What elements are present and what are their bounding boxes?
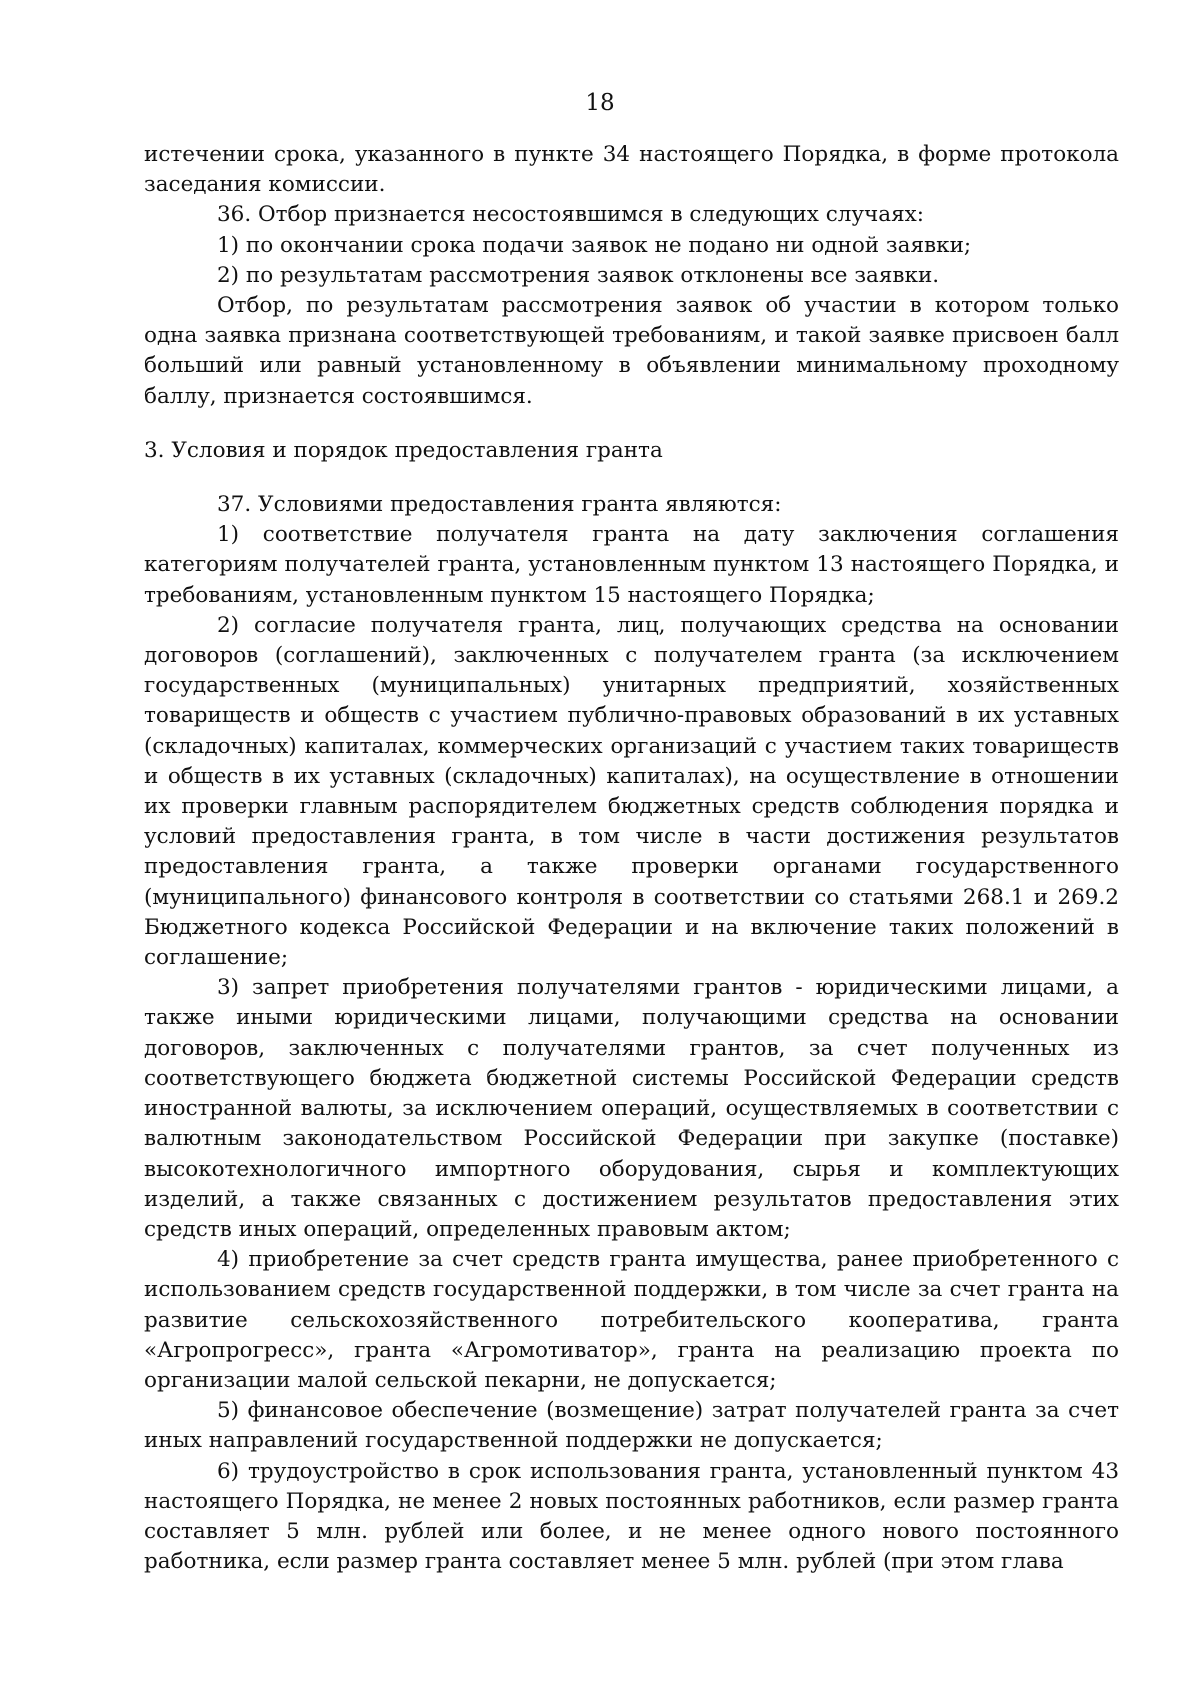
paragraph-36-item-2: 2) по результатам рассмотрения заявок отклонены все заявки. bbox=[217, 262, 940, 288]
paragraph-37: 37. Условиями предоставления гранта являются: bbox=[217, 492, 782, 518]
document-body bbox=[144, 140, 1119, 1577]
paragraph-37-item-4: 4) приобретение за счет средств гранта имущества, ранее приобретенного с использованием средств государственной поддержки, в том числе за счет гранта на развитие сельскохозяйственного потребительского кооператива, гранта «Агропрогресс», гранта «Агромотиватор», гранта на реализацию проекта по организации малой сельской пекарни, не допускается; bbox=[144, 1247, 1119, 1393]
page-number: 18 bbox=[585, 90, 615, 116]
paragraph-37-item-3: 3) запрет приобретения получателями грантов - юридическими лицами, а также иными юридическими лицами, получающими средства на основании договоров, заключенных с получателями грантов, за счет полученных из соответствующего бюджета бюджетной системы Российской Федерации средств иностранной валюты, за исключением операций, осуществляемых в соответствии с валютным законодательством Российской Федерации при закупке (поставке) высокотехнологичного импортного оборудования, сырья и комплектующих изделий, а также связанных с достижением результатов предоставления этих средств иных операций, определенных правовым актом; bbox=[144, 975, 1119, 1242]
paragraph-37-item-5: 5) финансовое обеспечение (возмещение) затрат получателей гранта за счет иных направлений государственной поддержки не допускается; bbox=[144, 1398, 1119, 1454]
paragraph-37-item-1: 1) соответствие получателя гранта на дату заключения соглашения категориям получателей гранта, установленным пунктом 13 настоящего Порядка, и требованиям, установленным пунктом 15 настоящего Порядка; bbox=[144, 522, 1119, 608]
paragraph-37-item-2: 2) согласие получателя гранта, лиц, получающих средства на основании договоров (соглашений), заключенных с получателем гранта (за исключением государственных (муниципальных) унитарных предприятий, хозяйственных товариществ и обществ с участием публично-правовых образований в их уставных (складочных) капиталах, коммерческих организаций с участием таких товариществ и обществ в их уставных (складочных) капиталах), на осуществление в отношении их проверки главным распорядителем бюджетных средств соблюдения порядка и условий предоставления гранта, в том числе в части достижения результатов предоставления гранта, а также проверки органами государственного (муниципального) финансового контроля в соответствии со статьями 268.1 и 269.2 Бюджетного кодекса Российской Федерации и на включение таких положений в соглашение; bbox=[144, 612, 1119, 971]
paragraph-36-item-1: 1) по окончании срока подачи заявок не подано ни одной заявки; bbox=[217, 232, 972, 258]
paragraph-36-note: Отбор, по результатам рассмотрения заявок об участии в котором только одна заявка признана соответствующей требованиям, и такой заявке присвоен балл больший или равный установленному в объявлении минимальному проходному баллу, признается состоявшимся. bbox=[144, 293, 1119, 409]
paragraph-36: 36. Отбор признается несостоявшимся в следующих случаях: bbox=[217, 202, 925, 228]
section-heading: 3. Условия и порядок предоставления гранта bbox=[144, 437, 663, 463]
paragraph-continuation: истечении срока, указанного в пункте 34 настоящего Порядка, в форме протокола заседания комиссии. bbox=[144, 142, 1119, 198]
paragraph-37-item-6: 6) трудоустройство в срок использования гранта, установленный пунктом 43 настоящего Порядка, не менее 2 новых постоянных работников, если размер гранта составляет 5 млн. рублей или более, и не менее одного нового постоянного работника, если размер гранта составляет менее 5 млн. рублей (при этом глава bbox=[144, 1458, 1119, 1575]
